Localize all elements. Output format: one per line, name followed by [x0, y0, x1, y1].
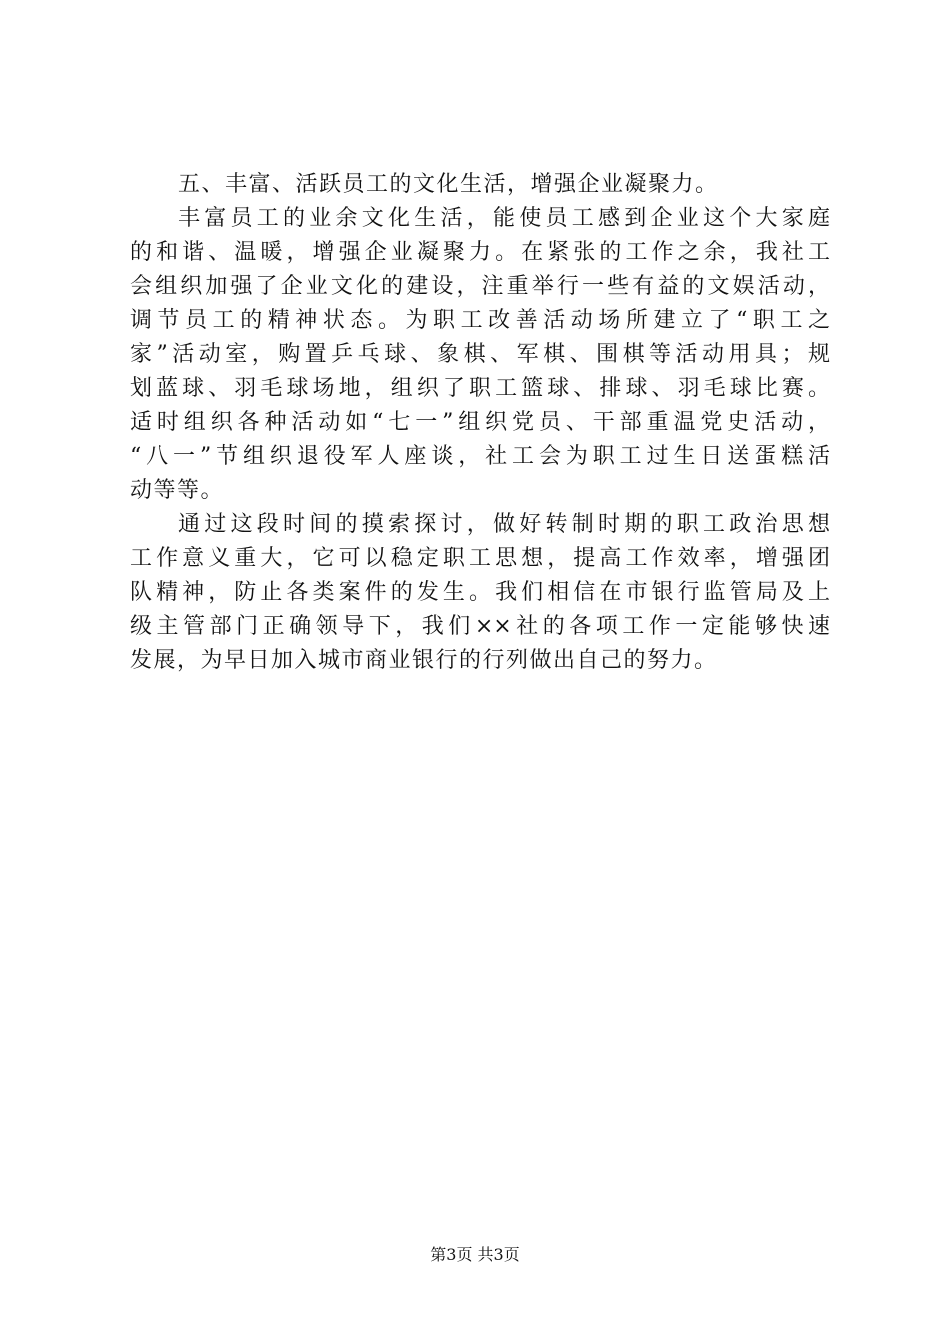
paragraph-line: 划蓝球、羽毛球场地，组织了职工篮球、排球、羽毛球比赛。: [130, 376, 830, 401]
paragraph-line: “八一”节组织退役军人座谈，社工会为职工过生日送蛋糕活: [130, 444, 830, 469]
paragraph-line: 适时组织各种活动如“七一”组织党员、干部重温党史活动，: [130, 410, 830, 435]
paragraph-line: 工作意义重大，它可以稳定职工思想，提高工作效率，增强团: [130, 546, 830, 571]
paragraph-line: 级主管部门正确领导下，我们××社的各项工作一定能够快速: [130, 614, 830, 639]
paragraph-line: 的和谐、温暖，增强企业凝聚力。在紧张的工作之余，我社工: [130, 240, 830, 265]
paragraph-line: 调节员工的精神状态。为职工改善活动场所建立了“职工之: [130, 308, 830, 333]
paragraph-line: 队精神，防止各类案件的发生。我们相信在市银行监管局及上: [130, 580, 830, 605]
paragraph-line: 会组织加强了企业文化的建设，注重举行一些有益的文娱活动，: [130, 274, 830, 299]
section-heading: 五、丰富、活跃员工的文化生活，增强企业凝聚力。: [178, 172, 719, 197]
page-number-footer: 第3页 共3页: [430, 1245, 520, 1264]
paragraph-line: 动等等。: [130, 478, 225, 503]
paragraph-line: 丰富员工的业余文化生活，能使员工感到企业这个大家庭: [178, 206, 830, 231]
paragraph-line: 发展，为早日加入城市商业银行的行列做出自己的努力。: [130, 648, 718, 673]
paragraph-line: 通过这段时间的摸索探讨，做好转制时期的职工政治思想: [178, 512, 830, 537]
paragraph-line: 家”活动室，购置乒乓球、象棋、军棋、围棋等活动用具；规: [130, 342, 830, 367]
